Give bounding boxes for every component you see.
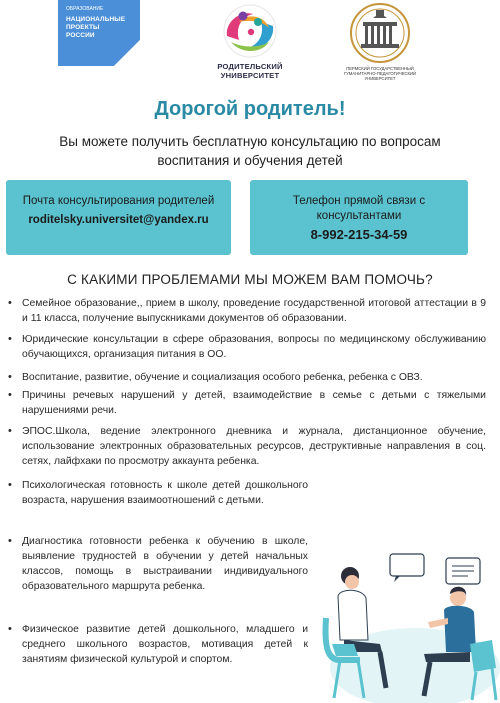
national-projects-logo xyxy=(58,0,140,66)
bullet-icon: • xyxy=(8,479,12,491)
parents-university-logo xyxy=(195,2,305,88)
list-item-text: Диагностика готовности ребенка к обучению в школе, выявление трудностей в обучении у детей начальных классов, помощь в выстраивании индивидуального образовательного маршрута ребенка. xyxy=(22,536,308,592)
list-item xyxy=(8,478,308,508)
email-link[interactable]: roditelsky.universitet@yandex.ru xyxy=(28,214,209,226)
university-crest-logo xyxy=(335,2,425,94)
phone-label: Телефон прямой связи с консультантами xyxy=(292,195,426,222)
national-projects-label-top: ОБРАЗОВАНИЕ xyxy=(66,6,104,12)
bullet-icon: • xyxy=(8,333,12,345)
bullet-icon: • xyxy=(8,623,12,635)
list-item xyxy=(8,534,308,594)
university-building-icon xyxy=(335,2,425,64)
page-subtitle: Вы можете получить бесплатную консультацию по вопросам воспитания и обучения детей xyxy=(59,134,441,168)
email-label: Почта консультирования родителей xyxy=(22,195,215,207)
list-item-text: Физическое развитие детей дошкольного, младшего и среднего школьного возрастов, мотивация детей к занятиям физической культурой и спортом. xyxy=(22,624,308,665)
parents-university-emblem-icon xyxy=(195,2,305,60)
list-item xyxy=(8,332,486,362)
parents-university-name: РОДИТЕЛЬСКИЙ УНИВЕРСИТЕТ xyxy=(217,62,283,80)
list-item-text: ЭПОС.Школа, ведение электронного дневника и журнала, дистанционное обучение, использование электронных образовательных ресурсов, деструктивные направления в соц. сетях, лайфхаки по просмотру аккаунта ребенка. xyxy=(22,426,486,467)
list-item-text: Семейное образование,, прием в школу, проведение государственной итоговой аттестации в 9 и 11 класса, получение выпускниками документов об образовании. xyxy=(22,298,486,324)
bullet-icon: • xyxy=(8,425,12,437)
bullet-icon: • xyxy=(8,371,12,383)
list-item xyxy=(8,370,486,385)
speech-bubble-icon xyxy=(390,554,424,576)
list-item xyxy=(8,622,308,667)
university-crest-name: ПЕРМСКИЙ ГОСУДАРСТВЕННЫЙ ГУМАНИТАРНО-ПЕДАГОГИЧЕСКИЙ УНИВЕРСИТЕТ xyxy=(344,66,416,81)
list-item xyxy=(8,388,486,418)
bullet-icon: • xyxy=(8,535,12,547)
problems-heading: С КАКИМИ ПРОБЛЕМАМИ МЫ МОЖЕМ ВАМ ПОМОЧЬ? xyxy=(67,272,433,287)
national-projects-label: НАЦИОНАЛЬНЫЕ ПРОЕКТЫ РОССИИ xyxy=(66,16,126,39)
list-item-text: Воспитание, развитие, обучение и социализация особого ребенка, ребенка с ОВЗ. xyxy=(22,372,423,383)
list-item-text: Психологическая готовность к школе детей дошкольного возраста, нарушения взаимоотношений с детьми. xyxy=(22,480,308,506)
list-item-text: Юридические консультации в сфере образования, вопросы по медицинскому обслуживанию обучающихся, организация питания в ОО. xyxy=(22,334,486,360)
consultation-illustration xyxy=(320,548,500,703)
phone-number[interactable]: 8-992-215-34-59 xyxy=(310,227,408,242)
bullet-icon: • xyxy=(8,389,12,401)
bullet-icon: • xyxy=(8,297,12,309)
page-title: Дорогой родитель! xyxy=(154,98,346,120)
list-item xyxy=(8,424,486,469)
phone-card xyxy=(250,180,468,255)
list-item xyxy=(8,296,486,326)
list-item-text: Причины речевых нарушений у детей, взаимодействие в семье с детьми с тяжелыми нарушениями речи. xyxy=(22,390,486,416)
email-card xyxy=(6,180,231,255)
